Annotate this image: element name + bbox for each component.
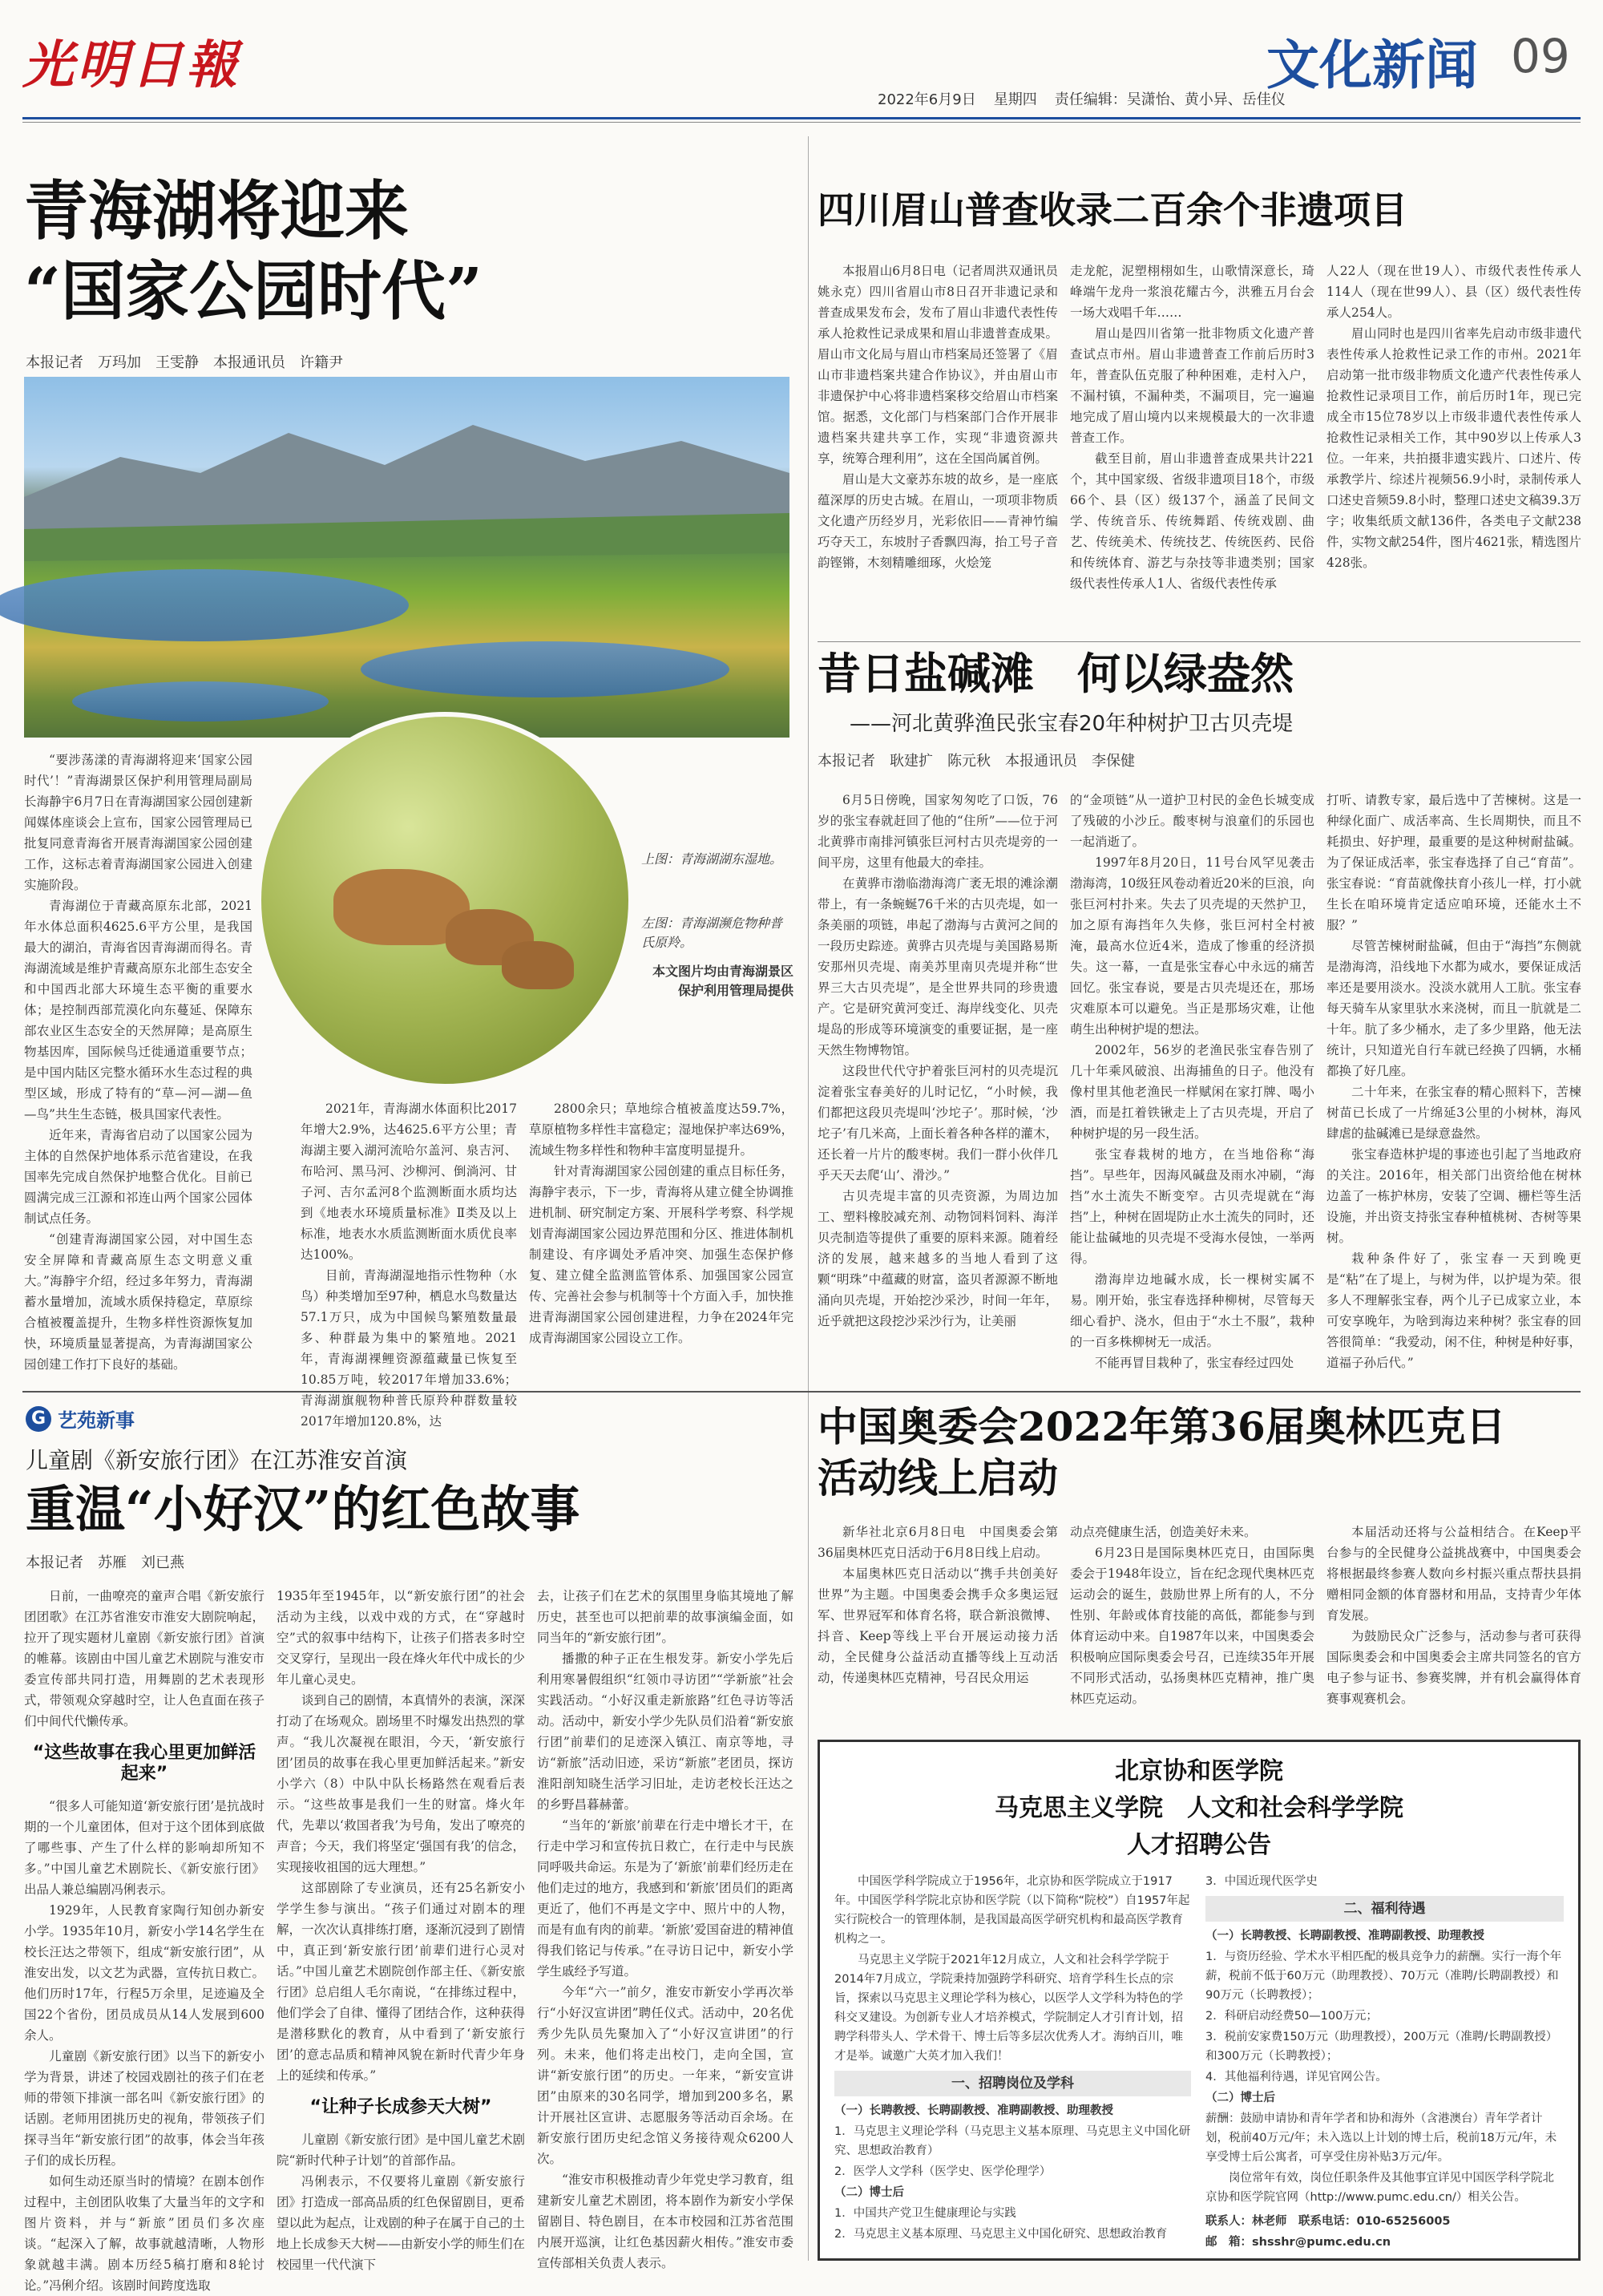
ad-list-item: 薪酬：鼓励申请协和青年学者和协和海外（含港澳台）青年学者计划，税前40万元/年；未入选以上计划的博士后，税前18万元/年，未享受博士后公寓者，可享受住房补贴3万元/年。 [1205, 2112, 1557, 2164]
recruitment-ad [818, 1740, 1581, 2261]
paragraph: 打听、请教专家，最后选中了苦楝树。这是一种绿化面广、成活率高、生长周期快，而且不耗损虫、好护理，最重要的是这种树耐盐碱。为了保证成活率，张宝春选择了自己“育苗”。张宝春说：“育苗就像扶育小孩儿一样，打小就生长在咱环境肯定适应咱环境，还能水土不服？” [1326, 793, 1581, 932]
paragraph: 不能再冒目栽种了，张宝春经过四处 [1095, 1356, 1294, 1370]
paragraph: 人22人（现在世19人）、市级代表性传承人114人（现在世99人）、县（区）级代表性传承人254人。 [1326, 264, 1581, 320]
ad-list-item: 2．科研启动经费50—100万元； [1205, 2010, 1378, 2023]
column-divider [808, 136, 809, 2261]
paragraph: 二十年来，在张宝春的精心照料下，苦楝树苗已长成了一片绵延3公里的小树林，海风肆虐的盐碱滩已是绿意盎然。 [1326, 1085, 1581, 1141]
paragraph: 针对青海湖国家公园创建的重点目标任务，海静宇表示，下一步，青海将从建立健全协调推进机制、研究制定方案、开展科学考察、科学规划青海湖国家公园边界范围和分区、推进体制机制建设、有序调处矛盾冲突、加强生态保护修复、建立健全监测监管体系、加强国家公园宣传、完善社会参与机制等十个方面入手，加快推进青海湖国家公园创建进程，力争在2024年完成青海湖国家公园设立工作。 [529, 1164, 793, 1345]
meishan-column-1 [818, 261, 1058, 633]
paragraph: “要涉荡漾的青海湖将迎来‘国家公园时代’！”青海湖景区保护利用管理局副局长海静宇6月7日在青海湖国家公园创建新闻媒体座谈会上宣布，国家公园管理局已批复同意青海省开展青海湖国家公园创建工作，这标志着青海湖国家公园进入创建实施阶段。 [24, 753, 252, 892]
lake-water [72, 681, 329, 722]
ad-list-item: 3．中国近现代医学史 [1205, 1875, 1318, 1888]
lake-water [361, 641, 729, 697]
ad-list-item: 3．税前安家费150万元（助理教授），200万元（准聘/长聘副教授）和300万元（长聘教授）； [1205, 2031, 1558, 2063]
qinghai-title-line1: 青海湖将迎来 [24, 173, 409, 249]
yanjian-column-2 [1070, 790, 1314, 1383]
ad-column-right [1205, 1872, 1564, 2257]
photo-caption-left: 左图：青海湖濒危物种普氏原羚。 [641, 916, 783, 950]
lake-water [0, 569, 409, 641]
yiyuan-title: 重温“小好汉”的红色故事 [26, 1480, 580, 1538]
paragraph: 渤海岸边地碱水成，长一棵树实属不易。刚开始，张宝春选择种柳树，尽管每天细心看护、浇水，但由于“水土不服”，栽种的一百多株柳树无一成活。 [1070, 1272, 1314, 1349]
masthead-rule-thin [22, 122, 1581, 123]
paragraph: 2021年，青海湖水体面积比2017年增大2.9%，达4625.6平方公里；青海湖主要入湖河流哈尔盖河、泉吉河、布哈河、黑马河、沙柳河、倒淌河、甘子河、吉尔孟河8个监测断面水质均达到《地表水环境质量标准》Ⅱ类及以上标准，地表水水质监测断面水质优良率达100%。 [301, 1102, 517, 1262]
ad-section-heading: 二、福利待遇 [1205, 1896, 1564, 1922]
subheading: “让种子长成参天大树” [309, 2097, 492, 2117]
column-tag-label: 艺苑新事 [58, 1409, 135, 1432]
paragraph: 这部剧除了专业演员，还有25名新安小学学生参与演出。“孩子们通过对剧本的理解，一次次认真排练打磨，逐渐沉浸到了剧情中，真正到‘新安旅行团’前辈们进行心灵对话。”中国儿童艺术剧院创作部主任、《新安旅行团》总启组人毛尔南说，“在排练过程中，他们学会了自律、懂得了团结合作，这种获得是潜移默化的教育，从中看到了‘新安旅行团’的意志品质和精神风貌在新时代青少年身上的延续和传承。” [277, 1881, 526, 2083]
olympic-title-line1: 中国奥委会2022年第36届奥林匹克日 [818, 1403, 1506, 1450]
ad-column-left [834, 1872, 1191, 2257]
meishan-column-3 [1326, 261, 1581, 633]
paragraph: 1935年至1945年，以“新安旅行团”的社会活动为主线，以戏中戏的方式，在“穿越时空”式的叙事中结构下，让孩子们搭表多时空交叉穿行，呈现出一段在烽火年代中成长的少年儿童心灵史。 [277, 1589, 526, 1687]
paragraph: 眉山是大文豪苏东坡的故乡，是一座底蕴深厚的历史古城。在眉山，一项项非物质文化遗产历经岁月，光彩依旧——青神竹编巧夺天工，东坡肘子香飘四海，抬工号子音韵铿锵，木刻精雕细琢，火烩笼 [818, 472, 1058, 570]
paragraph: 的“金项链”从一道护卫村民的金色长城变成了残破的小沙丘。酸枣树与浪童们的乐园也一起消逝了。 [1070, 793, 1314, 849]
paragraph: 动点亮健康生活，创造美好未来。 [1070, 1525, 1257, 1539]
section-rule [818, 641, 1581, 642]
editors: 责任编辑：吴潇怡、黄小异、岳佳仪 [1054, 91, 1286, 108]
yanjian-column-1 [818, 790, 1058, 1383]
ad-title-schools: 马克思主义学院 人文和社会科学学院 [995, 1794, 1403, 1822]
antelope-photo [256, 712, 633, 1089]
section-rule [22, 1391, 1581, 1393]
olympic-title-line2: 活动线上启动 [818, 1454, 1058, 1502]
paragraph: 如何生动还原当时的情境？在剧本创作过程中，主创团队收集了大量当年的文字和图片资料，并与“新旅”团员们多次座谈。“起深入了解，故事就越清晰，人物形象就越丰满。剧本历经5稿打磨和8轮讨论。”冯俐介绍。该剧时间跨度选取 [24, 2174, 264, 2293]
newspaper-logo: 光明日報 [22, 35, 240, 95]
paragraph: “很多人可能知道‘新安旅行团’是抗战时期的一个儿童团体，但对于这个团体到底做了哪些事、产生了什么样的影响却所知不多。”中国儿童艺术剧院长、《新安旅行团》出品人兼总编剧冯俐表示。 [24, 1799, 264, 1897]
qinghai-column-1 [24, 750, 252, 1383]
paragraph: 2800余只；草地综合植被盖度达59.7%，草原植物多样性丰富稳定；湿地保护率达69%，流域生物多样性和物种丰富度明显提升。 [529, 1102, 793, 1158]
ad-list-item: 2．马克思主义基本原理、马克思主义中国化研究、思想政治教育 [834, 2228, 1168, 2241]
olympic-column-2 [1070, 1522, 1314, 1730]
yiyuan-byline: 本报记者 苏雁 刘已燕 [26, 1554, 184, 1571]
paragraph: 儿童剧《新安旅行团》是中国儿童艺术剧院“新时代种子计划”的首部作品。 [277, 2132, 526, 2168]
issue-weekday: 星期四 [993, 91, 1037, 108]
paragraph: 眉山同时也是四川省率先启动市级非遗代表性传承人抢救性记录工作的市州。2021年启动第一批市级非物质文化遗产代表性传承人抢救性记录项目工作，前后历时1年，现已完成全市15位78岁以上市级非遗代表性传承人抢救性记录相关工作，其中90岁以上传承人3位。一年来，共拍摄非遗实践片、口述片、传承教学片、综述片视频56.9小时，录制传承人口述史音频59.8小时，整理口述史文稿39.3万字；收集纸质文献136件，各类电子文献238件，实物文献254件，图片4621张，精选图片428张。 [1326, 326, 1581, 570]
yanjian-byline: 本报记者 耿建扩 陈元秋 本报通讯员 李保健 [818, 753, 1135, 770]
yanjian-subtitle: ——河北黄骅渔民张宝春20年种树护卫古贝壳堤 [850, 712, 1294, 736]
paragraph: 张宝春栽树的地方，在当地俗称“海挡”。早些年，因海风碱盘及雨水冲刷，“海挡”水土流失不断变窄。古贝壳堤就在“海挡”上，种树在固堤防止水土流失的同时，还能让盐碱地的贝壳堤不受海水侵蚀，一举两得。 [1070, 1147, 1314, 1266]
paragraph: 日前，一曲嘹亮的童声合唱《新安旅行团团歌》在江苏省淮安市淮安大剧院响起，拉开了现实题材儿童剧《新安旅行团》首演的帷幕。该剧由中国儿童艺术剧院与淮安市委宣传部共同打造，用舞剧的艺术表现形式，带领观众穿越时空，让人色直面在孩子们中间代代懒传承。 [24, 1589, 264, 1728]
qinghai-lake-photo [24, 377, 789, 738]
dateline [878, 88, 1286, 109]
paragraph: “淮安市积极推动青少年党史学习教育，组建新安儿童艺术剧团，将本剧作为新安小学保留剧目、特色剧目，在本市校园和江苏省范围内展开巡演，让红色基因薪火相传。”淮安市委宣传部相关负责人表示。 [537, 2173, 793, 2270]
ad-list-item: 1．中国共产党卫生健康理论与实践 [834, 2207, 1016, 2220]
paragraph: 尽管苦楝树耐盐碱，但由于“海挡”东侧就是渤海湾，沿线地下水都为咸水，要保证成活率还是要用淡水。没淡水就用人工肮。张宝春每天骑车从家里驮水来浇树，而且一肮就是二十年。肮了多少桶水，走了多少里路，他无法统计，只知道光自行车就已经换了四辆，水桶都换了好几座。 [1326, 939, 1581, 1078]
paragraph: 今年“六一”前夕，淮安市新安小学再次举行“小好汉宣讲团”聘任仪式。活动中，20名优秀少先队员先聚加入了“小好汉宣讲团”的行列。未来，他们将走出校门，走向全国，宣讲“新安旅行团”的历史。一年来，“新安宣讲团”由原来的30名同学，增加到200多名，累计开展社区宣讲、志愿服务等活动百余场。在新安旅行团历史纪念馆义务接待观众6200人次。 [537, 1985, 793, 2166]
paragraph: “创建青海湖国家公园，对中国生态安全屏障和青藏高原生态文明意义重大。”海静宇介绍，经过多年努力，青海湖蓄水量增加，流域水质保持稳定，草原综合植被覆盖提升，生物多样性资源恢复加快，环境质量显著提高，为青海湖国家公园创建工作打下良好的基础。 [24, 1232, 252, 1372]
ad-paragraph: 马克思主义学院于2021年12月成立，人文和社会科学学院于2014年7月成立，学院秉持加强跨学科研究、培育学科生长点的宗旨，探索以马克思主义理论学科为核心，以医学人文学科为特色的学科交叉建设。为创新专业人才培养模式，学院制定人才引育计划，招聘学科带头人、学术骨干、博士后等多层次优秀人才。海纳百川，唯才是举。诚邀广大英才加入我们！ [834, 1954, 1183, 2063]
paragraph: 眉山是四川省第一批非物质文化遗产普查试点市州。眉山非遗普查工作前后历时3年，普查队伍克服了种种困难，走村入户，不漏村镇，不漏种类，不漏项目，完一遍遍地完成了眉山境内以来规模最大的一次非遗普查工作。 [1070, 326, 1314, 445]
antelope-figure [502, 941, 574, 989]
ad-email: 邮 箱：shsshr@pumc.edu.cn [1205, 2236, 1391, 2249]
paragraph: 走龙舵，泥塑栩栩如生，山歌情深意长，琦峰端午龙舟一浆浪花耀古今，洪雅五月台会一场大戏唱千年…… [1070, 264, 1314, 320]
meishan-column-2 [1070, 261, 1314, 633]
yanjian-title: 昔日盐碱滩 何以绿盎然 [818, 648, 1294, 699]
ad-contact: 联系人：林老师 联系电话：010-65256005 [1205, 2215, 1451, 2228]
photo-caption-top: 上图：青海湖湖东湿地。 [641, 851, 783, 867]
ad-subheading: （一）长聘教授、长聘副教授、准聘副教授、助理教授 [1205, 1930, 1484, 1942]
paragraph: “当年的‘新旅’前辈在行走中增长才干，在行走中学习和宣传抗日救亡，在行走中与民族同呼吸共命运。东是为了‘新旅’前辈们经历走在他们走过的地方，我感到和‘新旅’团员们的距离更近了，他们不再是文字中、照片中的人物，而是有血有肉的前辈。‘新旅’爱国奋进的精神值得我们铭记与传承。”在寻访日记中，新安小学学生戚经予写道。 [537, 1818, 793, 1979]
photo-credit: 本文图片均由青海湖景区保护利用管理局提供 [652, 964, 793, 998]
paragraph: 在黄骅市渤临渤海湾广袤无垠的滩涂潮带上，有一条蜿蜒76千米的古贝壳堤，如一条美丽的项链，串起了渤海与古黄河之间的一段历史踪迹。黄骅古贝壳堤与美国路易斯安那州贝壳堤、南美苏里南贝壳堤并称“世界三大古贝壳堤”，是全世界共同的珍贵遗产。它是研究黄河变迁、海岸线变化、贝壳堤岛的形成等环境演变的重要证据，是一座天然生物博物馆。 [818, 876, 1058, 1057]
yiyuan-kicker: 儿童剧《新安旅行团》在江苏淮安首演 [26, 1447, 408, 1473]
paragraph: 去，让孩子们在艺术的氛围里身临其境地了解历史，甚至也可以把前辈的故事演编金面，如同当年的“新安旅行团”。 [537, 1589, 793, 1645]
paragraph: 播撒的种子正在生根发芽。新安小学先后利用寒暑假组织“红领巾寻访团”“学新旅”社会实践活动。“小好汉重走新旅路”红色寻访等活动。活动中，新安小学少先队员们沿着“新安旅行团”前辈们的足迹深入镇江、南京等地，寻访“新旅”活动旧迹，采访“新旅”老团员，探访淮阳剖知晓生活学习旧址，走访老校长汪达之的乡野昌暮赫蕾。 [537, 1651, 793, 1812]
masthead-rule [22, 117, 1581, 119]
issue-date: 2022年6月9日 [878, 91, 976, 108]
ad-list-item: 4．其他福利待遇，详见官网公告。 [1205, 2071, 1387, 2084]
paragraph: 谈到自己的剧情，本真情外的表演，深深打动了在场观众。剧场里不时爆发出热烈的掌声。“我儿次凝视在眼泪，今天，‘新安旅行团’团员的故事在我心里更加鲜活起来。”新安小学六（8）中队中队长杨路然在观看后表示。“这些故事是我们一生的财富。烽火年代，先辈以‘救国者我’为号角，发出了嘹亮的声音；今天，我们将坚定‘强国有我’的信念，实现接收祖国的远大理想。” [277, 1693, 526, 1874]
paragraph: 张宝春造林护堤的事迹也引起了当地政府的关注。2016年，相关部门出资给他在树林边盖了一栋护林房，安装了空调、栅栏等生活设施，并出资支持张宝春种植桃树、杏树等果树。 [1326, 1147, 1581, 1245]
paragraph: 为鼓励民众广泛参与，活动参与者可获得国际奥委会和中国奥委会主席共同签名的官方电子参与证书、参赛奖牌，并有机会赢得体育赛事观赛机会。 [1326, 1629, 1581, 1706]
paragraph: 2002年，56岁的老渔民张宝春告别了几十年乘风破浪、出海捕鱼的日子。他没有像村里其他老渔民一样赋闲在家打牌、喝小酒，而是扛着铁锹走上了古贝壳堤，开启了种树护堤的另一段生活。 [1070, 1043, 1314, 1141]
olympic-column-1 [818, 1522, 1058, 1730]
paragraph: 青海湖位于青藏高原东北部，2021年水体总面积4625.6平方公里，是我国最大的湖泊，青海省因青海湖而得名。青海湖流域是维护青藏高原东北部生态安全和中国西北部大环境生态平衡的重要水体；是控制西部荒漠化向东蔓延、保障东部农业区生态安全的天然屏障；是高原生物基因库，国际候鸟迁徙通道重要节点；是中国内陆区完整水循环水生态过程的典型区域，形成了特有的“草—河—湖—鱼—鸟”共生生态链，极具国家代表性。 [24, 899, 252, 1122]
paragraph: 古贝壳堤丰富的贝壳资源，为周边加工、塑料橡胶减充剂、动物饲料饲料、海洋贝壳制造等提供了重要的原料来源。随着经济的发展，越来越多的当地人看到了这颗“明珠”中蕴藏的财富，盗贝者源源不断地涌向贝壳堤，开始挖沙采沙，时间一年年，近乎就把这段挖沙采沙行为，让美丽 [818, 1189, 1058, 1328]
paragraph: 新华社北京6月8日电 中国奥委会第36届奥林匹克日活动于6月8日线上启动。 [818, 1525, 1058, 1560]
ad-subheading: （二）博士后 [834, 2186, 904, 2199]
yiyuan-column-3 [537, 1586, 793, 2270]
ad-list-item: 1．马克思主义理论学科（马克思主义基本原理、马克思主义中国化研究、思想政治教育） [834, 2125, 1191, 2157]
ad-list-item: 岗位常年有效，岗位任职条件及其他事宜详见中国医学科学院北京协和医学院官网（http://www.pumc.edu.cn/）相关公告。 [1205, 2172, 1554, 2204]
meishan-title: 四川眉山普查收录二百余个非遗项目 [818, 188, 1407, 232]
paragraph: 儿童剧《新安旅行团》以当下的新安小学为背景，讲述了校园戏剧社的孩子们在老师的带领下排演一部名叫《新安旅行团》的话剧。老师用团挑历史的视角，带领孩子们探寻当年“新安旅行团”的故事，体会当年孩子们的成长历程。 [24, 2049, 264, 2168]
page-number: 09 [1511, 29, 1570, 83]
paragraph: 1997年8月20日，11号台风罕见袭击渤海湾，10级狂风卷动着近20米的巨浪，向张巨河村扑来。失去了贝壳堤的天然护卫，加之原有海挡年久失修，张巨河村全村被淹，最高水位近4米，造成了惨重的经济损失。这一幕，一直是张宝春心中永远的痛苦回忆。张宝春说，要是古贝壳堤还在，那场灾难原本可以避免。当正是那场灾难，让他萌生出种树护堤的想法。 [1070, 855, 1314, 1037]
paragraph: 这段世代代守护着张巨河村的贝壳堤沉淀着张宝春美好的儿时记忆，“小时候，我们都把这段贝壳堤叫‘沙坨子’。那时候，‘沙坨子’有几米高，上面长着各种各样的灌木，还长着一片片的酸枣树。我们一群小伙伴几乎天天去爬‘山’、滑沙。” [818, 1064, 1058, 1182]
paragraph: 近年来，青海省启动了以国家公园为主体的自然保护地体系示范省建设，在我国率先完成自然保护地整合优化。目前已圆满完成三江源和祁连山两个国家公园体制试点任务。 [24, 1128, 252, 1226]
paragraph: 1929年，人民教育家陶行知创办新安小学。1935年10月，新安小学14名学生在校长汪达之带领下，组成“新安旅行团”，从淮安出发，以文艺为武器，宣传抗日救亡。他们历时17年，行程5万余里，足迹遍及全国22个省份，团员成员从14人发展到600余人。 [24, 1903, 264, 2043]
g-badge-icon: G [26, 1406, 51, 1432]
paragraph: 栽种条件好了，张宝春一天到晚更是“粘”在了堤上，与树为伴，以护堤为荣。很多人不理解张宝春，两个儿子已成家立业，本可安享晚年，为啥到海边来种树？张宝春的回答很简单：“我爱动，闲不住，种树是种好事，道福子孙后代。” [1326, 1251, 1581, 1370]
paragraph: 本届活动还将与公益相结合。在Keep平台参与的全民健身公益挑战赛中，中国奥委会将根据最终参赛人数向乡村振兴重点帮扶县捐赠相同金额的体育器材和用品，支持青少年体育发展。 [1326, 1525, 1581, 1623]
ad-title-institution: 北京协和医学院 [1115, 1757, 1283, 1785]
ad-subheading: （二）博士后 [1205, 2092, 1275, 2104]
qinghai-column-3 [529, 1098, 793, 1383]
yiyuan-column-2 [277, 1586, 526, 2272]
paragraph: 6月5日傍晚，国家匆匆吃了口饭，76岁的张宝春就赶回了他的“住所”——位于河北黄骅市南排河镇张巨河村古贝壳堤旁的一间平房，这里有他最大的牵挂。 [818, 793, 1058, 870]
ad-title-notice: 人才招聘公告 [1127, 1831, 1271, 1859]
section-title: 文化新闻 [1266, 34, 1478, 96]
ad-list-item: 1．与资历经验、学术水平相匹配的极具竞争力的薪酬。实行一海个年薪，税前不低于60万元（助理教授）、70万元（准聘/长聘副教授）和90万元（长聘教授）； [1205, 1950, 1562, 2002]
ad-section-heading: 一、招聘岗位及学科 [834, 2071, 1191, 2096]
subheading: “这些故事在我心里更加鲜活起来” [32, 1743, 256, 1784]
ad-list-item: 2．医学人文学科（医学史、医学伦理学） [834, 2165, 1052, 2178]
olympic-column-3 [1326, 1522, 1581, 1730]
qinghai-column-2 [301, 1098, 517, 1429]
ad-subheading: （一）长聘教授、长聘副教授、准聘副教授、助理教授 [834, 2104, 1113, 2117]
yanjian-column-3 [1326, 790, 1581, 1383]
paragraph: 目前，青海湖湿地指示性物种（水鸟）种类增加至97种，栖息水鸟数量达57.1万只，成为中国候鸟繁殖数量最多、种群最为集中的繁殖地。2021年，青海湖裸鲤资源蕴藏量已恢复至10.85万吨，较2017年增加33.6%；青海湖旗舰物种普氏原羚种群数量较2017年增加120.8%，达 [301, 1268, 517, 1429]
paragraph: 冯俐表示，不仅要将儿童剧《新安旅行团》打造成一部高品质的红色保留剧目，更希望以此为起点，让戏剧的种子在属于自己的土地上长成参天大树——由新安小学的师生们在校园里一代代演下 [277, 2174, 526, 2272]
yiyuan-column-1 [24, 1586, 264, 2293]
paragraph: 本报眉山6月8日电（记者周洪双通讯员姚永克）四川省眉山市8日召开非遗记录和普查成果发布会，发布了眉山非遗代表性传承人抢救性记录成果和眉山非遗普查成果。眉山市文化局与眉山市档案局还签署了《眉山市非遗档案共建合作协议》，并由眉山市非遗保护中心将非遗档案移交给眉山市档案馆。据悉，文化部门与档案部门合作开展非遗档案共建共享工作，实现“非遗资源共享，统筹合理利用”，这在全国尚属首例。 [818, 264, 1058, 466]
qinghai-byline: 本报记者 万玛加 王雯静 本报通讯员 许籍尹 [26, 354, 343, 371]
paragraph: 截至目前，眉山非遗普查成果共计221个，其中国家级、省级非遗项目18个，市级66个、县（区）级137个，涵盖了民间文学、传统音乐、传统舞蹈、传统戏剧、曲艺、传统美术、传统技艺、传统医药、民俗和传统体育、游艺与杂技等非遗类别；国家级代表性传承人1人、省级代表性传承 [1070, 451, 1314, 591]
ad-paragraph: 中国医学科学院成立于1956年，北京协和医学院成立于1917年。中国医学科学院北京协和医学院（以下简称“院校”）自1957年起实行院校合一的管理体制，是我国最高医学研究机构和最高医学教育机构之一。 [834, 1875, 1190, 1946]
paragraph: 6月23日是国际奥林匹克日，由国际奥委会于1948年设立，旨在纪念现代奥林匹克运动会的诞生，鼓励世界上所有的人，不分性别、年龄或体育技能的高低，都能参与到体育运动中来。自1987年以来，中国奥委会积极响应国际奥委会号召，已连续35年开展不同形式活动，弘扬奥林匹克精神，推广奥林匹克运动。 [1070, 1546, 1314, 1706]
column-tag [26, 1405, 135, 1433]
qinghai-title-line2: “国家公园时代” [24, 253, 483, 329]
paragraph: 本届奥林匹克日活动以“携手共创美好世界”为主题。中国奥委会携手众多奥运冠军、世界冠军和体育名将，联合新浪微博、抖音、Keep等线上平台开展运动接力活动，全民健身公益活动直播等线上互动活动，传递奥林匹克精神，号召民众用运 [818, 1566, 1058, 1685]
